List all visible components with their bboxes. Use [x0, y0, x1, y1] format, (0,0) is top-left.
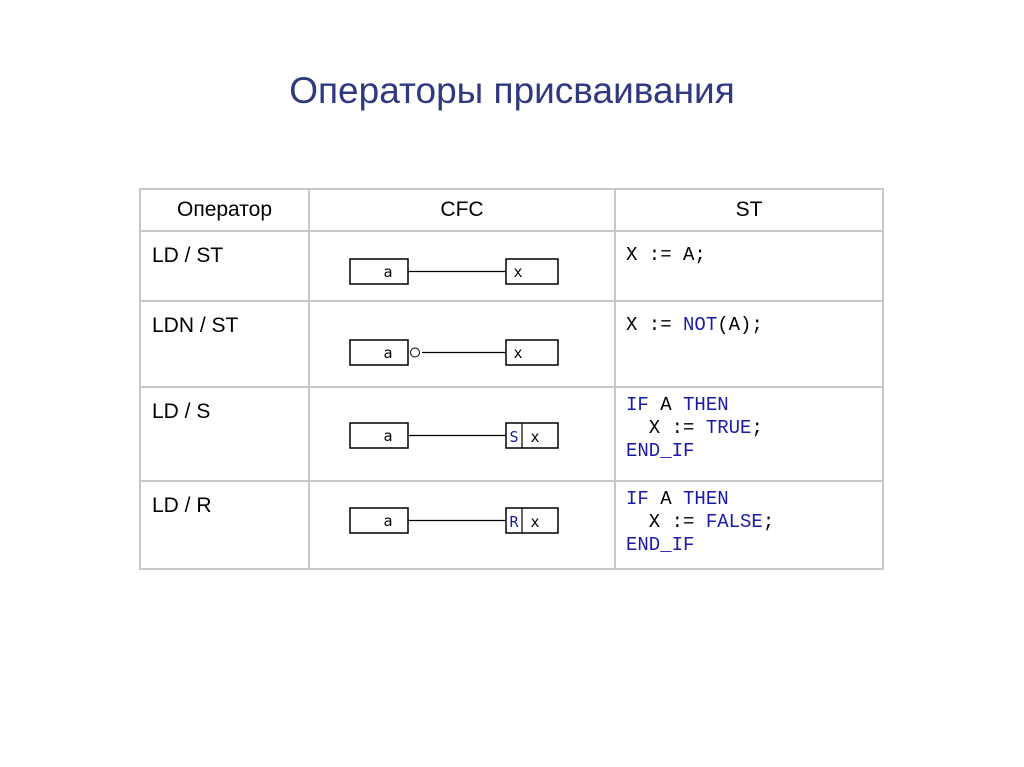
code-line — [626, 440, 882, 463]
st-code — [616, 482, 882, 557]
operator-name: LD / S — [152, 400, 211, 423]
cfc-cell — [309, 481, 615, 569]
input-block — [350, 423, 408, 448]
input-block — [350, 508, 408, 533]
modifier-label: S — [509, 428, 519, 446]
input-label: a — [383, 427, 393, 445]
code-keyword: FALSE — [705, 511, 763, 533]
code-line — [626, 488, 882, 511]
st-code — [616, 232, 882, 267]
code-keyword: THEN — [683, 394, 729, 416]
code-keyword: IF — [626, 394, 649, 416]
cfc-cell — [309, 301, 615, 387]
code-keyword: TRUE — [705, 417, 752, 439]
operator-cell — [140, 387, 309, 481]
table-row — [140, 387, 883, 481]
table-header-row — [140, 189, 883, 231]
input-label: a — [383, 344, 393, 362]
code-keyword: THEN — [683, 488, 729, 510]
cfc-cell — [309, 231, 615, 301]
code-text: A — [648, 394, 684, 416]
table-row — [140, 481, 883, 569]
code-keyword: IF — [626, 488, 649, 510]
code-text: ; — [751, 417, 763, 439]
table-row — [140, 301, 883, 387]
code-line — [626, 314, 882, 337]
code-text: X := — [626, 417, 706, 439]
code-line — [626, 417, 882, 440]
st-cell — [615, 387, 883, 481]
cfc-diagram — [310, 302, 614, 386]
cfc-diagram — [310, 388, 614, 480]
code-text: ; — [762, 511, 775, 533]
code-text: X := — [626, 314, 684, 336]
code-text: X := — [626, 511, 706, 533]
st-cell — [615, 231, 883, 301]
code-text: (A); — [717, 314, 763, 336]
st-cell — [615, 301, 883, 387]
operator-cell — [140, 301, 309, 387]
cfc-diagram — [310, 232, 614, 300]
table-row — [140, 231, 883, 301]
operator-cell — [140, 481, 309, 569]
input-block — [350, 259, 408, 284]
code-line — [626, 511, 882, 534]
header-cfc: CFC — [309, 189, 615, 231]
st-code — [616, 388, 882, 463]
operator-cell — [140, 231, 309, 301]
input-block — [350, 340, 408, 365]
code-keyword: NOT — [683, 314, 718, 336]
slide-title: Операторы присваивания — [289, 70, 735, 111]
output-label: x — [530, 428, 540, 446]
input-label: a — [383, 263, 393, 281]
cfc-cell — [309, 387, 615, 481]
header-operator: Оператор — [140, 189, 309, 231]
code-line — [626, 394, 882, 417]
code-text: A — [648, 488, 684, 510]
operator-name: LD / ST — [152, 244, 224, 267]
header-st: ST — [615, 189, 883, 231]
st-cell — [615, 481, 883, 569]
code-line — [626, 534, 882, 557]
negation-circle — [411, 348, 420, 357]
operator-name: LDN / ST — [152, 314, 239, 337]
st-code — [616, 302, 882, 337]
output-label: x — [513, 344, 523, 362]
cfc-diagram — [310, 482, 614, 568]
modifier-label: R — [509, 513, 519, 531]
output-label: x — [513, 263, 523, 281]
code-keyword: END_IF — [626, 534, 695, 556]
output-label: x — [530, 513, 540, 531]
code-text: X := A; — [626, 244, 706, 266]
input-label: a — [383, 512, 393, 530]
operator-name: LD / R — [152, 494, 212, 517]
code-line — [626, 244, 882, 267]
operators-table — [139, 188, 884, 570]
code-keyword: END_IF — [626, 440, 695, 462]
